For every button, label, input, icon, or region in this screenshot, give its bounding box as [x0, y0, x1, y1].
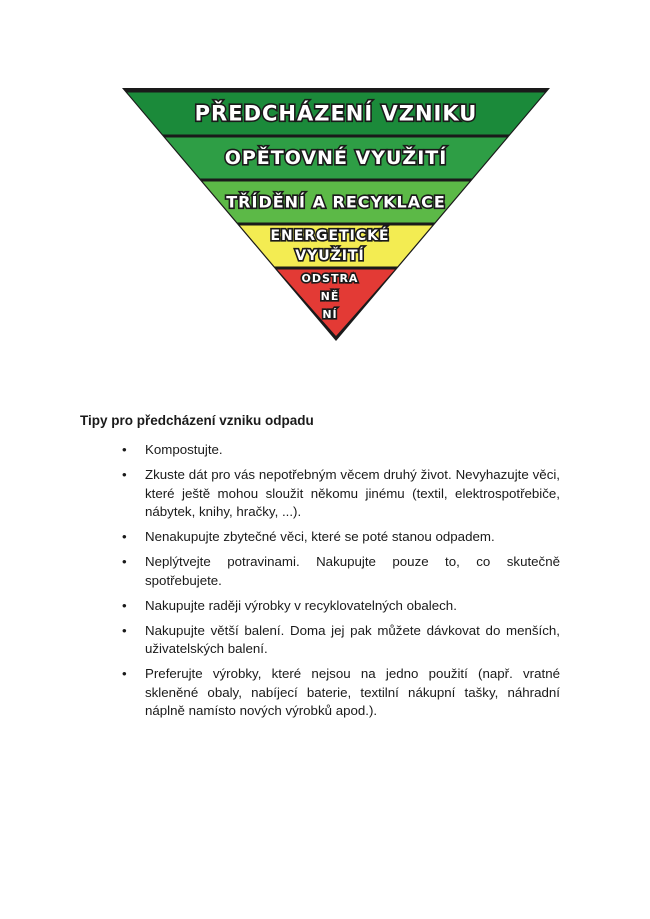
tip-text: Nakupujte větší balení. Doma jej pak můžete dávkovat do menších, uživatelských balení.	[145, 622, 560, 657]
pyramid-level-2-label: OPĚTOVNÉ VYUŽITÍ	[224, 147, 448, 169]
pyramid-level-5-label: ODSTRA	[301, 272, 359, 286]
tip-text: Kompostujte.	[145, 442, 223, 457]
bullet-icon: •	[122, 666, 127, 682]
pyramid-level-4-label: VYUŽITÍ	[295, 248, 365, 264]
bullet-icon: •	[122, 622, 127, 638]
tips-list	[118, 441, 560, 727]
tips-heading: Tipy pro předcházení vzniku odpadu	[80, 413, 314, 428]
tip-text: Zkuste dát pro vás nepotřebným věcem druhý život. Nevyhazujte věci, které ještě mohou sloužit někomu jinému (textil, elektrospotřebiče, nábytek, knihy, hračky, ...).	[145, 466, 560, 520]
bullet-icon: •	[122, 554, 127, 570]
pyramid-level-5-label: NÍ	[322, 307, 338, 321]
tip-item	[118, 622, 560, 659]
tip-item	[118, 553, 560, 590]
tip-item	[118, 441, 560, 460]
bullet-icon: •	[122, 466, 127, 482]
tip-text: Neplýtvejte potravinami. Nakupujte pouze to, co skutečně spotřebujete.	[145, 554, 560, 588]
bullet-icon: •	[122, 597, 127, 613]
tip-text: Preferujte výrobky, které nejsou na jedno použití (např. vratné skleněné obaly, nabíjecí baterie, textilní nákupní tašky, náhradní náplně namísto nových výrobků apod.).	[145, 666, 560, 719]
tip-item	[118, 665, 560, 721]
pyramid-level-5-label: NĚ	[320, 290, 340, 303]
tip-item	[118, 597, 560, 616]
bullet-icon: •	[122, 442, 127, 457]
tip-item	[118, 466, 560, 522]
tip-text: Nakupujte raději výrobky v recyklovatelných obalech.	[145, 597, 457, 613]
tip-text: Nenakupujte zbytečné věci, které se poté stanou odpadem.	[145, 529, 495, 545]
waste-hierarchy-pyramid	[0, 0, 650, 360]
bullet-icon: •	[122, 529, 127, 545]
pyramid-level-4-label: ENERGETICKÉ	[270, 228, 390, 244]
pyramid-level-1-label: PŘEDCHÁZENÍ VZNIKU	[194, 101, 478, 126]
pyramid-level-3-label: TŘÍDĚNÍ A RECYKLACE	[226, 192, 446, 212]
tip-item	[118, 528, 560, 547]
